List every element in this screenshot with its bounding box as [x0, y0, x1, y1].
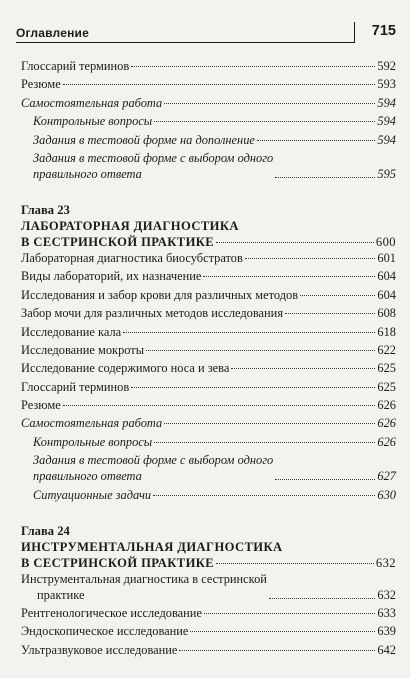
- toc-entry-page: 642: [377, 642, 396, 657]
- chapter-label: Глава 24: [21, 523, 70, 538]
- toc-entry[interactable]: [21, 397, 396, 413]
- toc-entry[interactable]: [21, 305, 396, 321]
- toc-entry-title: Контрольные вопросы: [33, 114, 153, 129]
- toc-entry-page: 604: [377, 287, 396, 302]
- toc-entry-title: Лабораторная диагностика биосубстратов: [21, 250, 243, 265]
- chapter-page: 600: [375, 234, 396, 249]
- toc-entry-title-line2: правильного ответа: [33, 469, 142, 484]
- leader-dots: [123, 332, 375, 333]
- leader-dots: [245, 258, 376, 259]
- toc-entry-title: Забор мочи для различных методов исследования: [21, 306, 284, 321]
- toc-entry-page: 625: [377, 361, 396, 376]
- chapter-label: Глава 23: [21, 202, 70, 217]
- toc-entry[interactable]: [21, 379, 396, 395]
- toc-entry-title: Самостоятельная работа: [21, 95, 163, 110]
- toc-entry[interactable]: [21, 268, 396, 284]
- toc-entry-title: Самостоятельная работа: [21, 416, 163, 431]
- toc-entry-page: 625: [377, 379, 396, 394]
- leader-dots: [275, 177, 375, 178]
- chapter-page: 632: [375, 555, 396, 570]
- leader-dots: [63, 84, 376, 85]
- leader-dots: [190, 631, 375, 632]
- toc-entry-title: Виды лабораторий, их назначение: [21, 269, 202, 284]
- leader-dots: [153, 495, 375, 496]
- toc-entry[interactable]: [21, 58, 396, 74]
- chapter-title-line1: ИНСТРУМЕНТАЛЬНАЯ ДИАГНОСТИКА: [21, 539, 283, 554]
- chapter-title-row[interactable]: [21, 555, 396, 571]
- chapter-title-line1: ЛАБОРАТОРНАЯ ДИАГНОСТИКА: [21, 218, 239, 233]
- leader-dots: [269, 598, 376, 599]
- leader-dots: [131, 66, 375, 67]
- leader-dots: [179, 650, 375, 651]
- toc-entry-title: [33, 452, 273, 484]
- toc-entry[interactable]: [21, 571, 396, 603]
- toc-entry[interactable]: [21, 95, 396, 111]
- toc-entry-title: Эндоскопическое исследование: [21, 624, 189, 639]
- toc-entry[interactable]: [21, 342, 396, 358]
- toc-entry-title: Ситуационные задачи: [33, 487, 152, 502]
- toc-entry-title-line2: правильного ответа: [33, 166, 142, 181]
- toc-entry-page: 630: [377, 487, 396, 502]
- toc-entry-page: 622: [377, 342, 396, 357]
- leader-dots: [204, 613, 375, 614]
- toc-entry-page: 626: [377, 398, 396, 413]
- toc-entry-title: [33, 150, 273, 182]
- header-page-number: 715: [371, 23, 396, 39]
- leader-dots: [300, 295, 375, 296]
- toc-entry-title-line2: практике: [37, 587, 85, 602]
- toc-entry-page: 608: [377, 306, 396, 321]
- leader-dots: [275, 479, 375, 480]
- toc-entry-page: 626: [377, 416, 396, 431]
- toc-entry-title: Исследования и забор крови для различных методов: [21, 287, 299, 302]
- toc-entry[interactable]: [21, 605, 396, 621]
- toc-entry-title-line1: Задания в тестовой форме с выбором одного: [33, 453, 274, 468]
- header-rule: [16, 42, 354, 43]
- toc-entry-title: Исследование мокроты: [21, 342, 145, 357]
- leader-dots: [216, 563, 374, 564]
- toc-entry-page: 627: [377, 469, 396, 484]
- toc-entry[interactable]: [21, 415, 396, 431]
- leader-dots: [63, 405, 376, 406]
- chapter-title-line2: В СЕСТРИНСКОЙ ПРАКТИКЕ: [21, 555, 215, 570]
- leader-dots: [203, 276, 375, 277]
- table-of-contents: [21, 58, 396, 660]
- toc-entry-page: 601: [377, 250, 396, 265]
- toc-entry-page: 593: [377, 77, 396, 92]
- toc-entry[interactable]: [21, 434, 396, 450]
- toc-entry-page: 592: [377, 59, 396, 73]
- chapter-title-line2: В СЕСТРИНСКОЙ ПРАКТИКЕ: [21, 234, 215, 249]
- toc-entry[interactable]: [21, 113, 396, 129]
- running-header: [16, 22, 396, 44]
- toc-entry[interactable]: [21, 132, 396, 148]
- toc-entry-title: Глоссарий терминов: [21, 59, 130, 73]
- toc-entry-page: 595: [377, 166, 396, 181]
- toc-entry-page: 594: [377, 132, 396, 147]
- toc-entry-title: Глоссарий терминов: [21, 379, 130, 394]
- leader-dots: [164, 103, 375, 104]
- toc-entry-page: 594: [377, 95, 396, 110]
- toc-entry-title: Ультразвуковое исследование: [21, 642, 178, 657]
- toc-entry-title: Рентгенологическое исследование: [21, 606, 202, 621]
- toc-entry-title: Контрольные вопросы: [33, 434, 153, 449]
- toc-entry-title: Резюме: [21, 398, 61, 413]
- toc-entry[interactable]: [21, 452, 396, 484]
- toc-entry[interactable]: [21, 150, 396, 182]
- toc-entry[interactable]: [21, 642, 396, 658]
- toc-entry-title-line1: Инструментальная диагностика в сестринской: [21, 571, 267, 586]
- leader-dots: [164, 423, 375, 424]
- header-separator: [354, 22, 355, 43]
- toc-entry-page: 594: [377, 114, 396, 129]
- leader-dots: [257, 140, 376, 141]
- leader-dots: [154, 442, 375, 443]
- toc-entry-page: 604: [377, 269, 396, 284]
- chapter-title-row[interactable]: [21, 234, 396, 250]
- leader-dots: [154, 121, 375, 122]
- toc-entry-title: Исследование содержимого носа и зева: [21, 361, 230, 376]
- leader-dots: [146, 350, 375, 351]
- toc-entry-title: Резюме: [21, 77, 61, 92]
- leader-dots: [285, 313, 375, 314]
- toc-entry-title: Исследование кала: [21, 324, 122, 339]
- toc-entry[interactable]: [21, 250, 396, 266]
- leader-dots: [231, 368, 375, 369]
- toc-entry-page: 618: [377, 324, 396, 339]
- toc-entry[interactable]: [21, 360, 396, 376]
- leader-dots: [131, 387, 375, 388]
- toc-entry-title: Задания в тестовой форме на дополнение: [33, 132, 255, 147]
- toc-entry-page: 639: [377, 624, 396, 639]
- toc-entry-title: [21, 571, 267, 603]
- toc-entry[interactable]: [21, 324, 396, 340]
- header-title: Оглавление: [16, 26, 89, 40]
- toc-entry[interactable]: [21, 76, 396, 92]
- toc-entry-title-line1: Задания в тестовой форме с выбором одного: [33, 150, 274, 165]
- toc-entry-page: 633: [377, 606, 396, 621]
- toc-entry[interactable]: [21, 487, 396, 503]
- leader-dots: [216, 242, 374, 243]
- toc-entry[interactable]: [21, 287, 396, 303]
- toc-entry[interactable]: [21, 623, 396, 639]
- toc-entry-page: 632: [377, 587, 396, 602]
- toc-entry-page: 626: [377, 434, 396, 449]
